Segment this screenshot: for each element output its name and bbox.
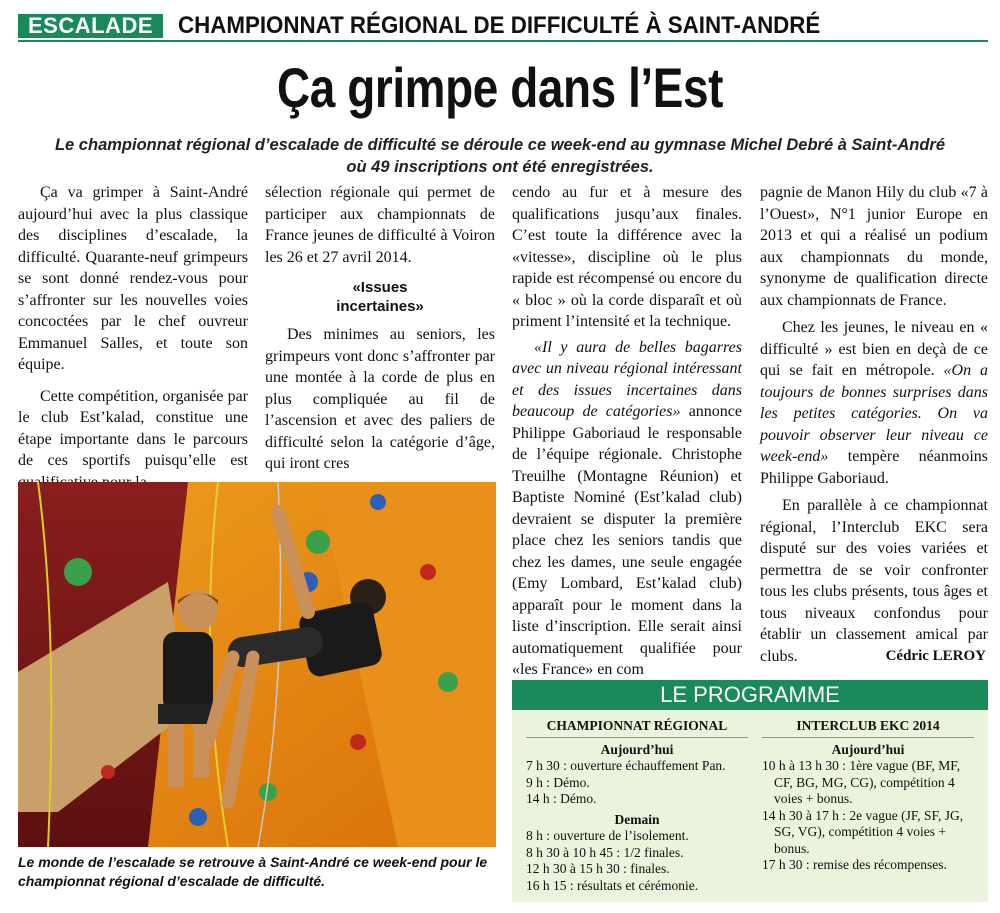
article-paragraph: Ça va grimper à Saint-André aujourd’hui avec la plus classique des disciplines d’escalade, la difficulté. Quarante-neuf grimpeurs se sont donné rendez-vous pour s’affronter sur les nouvelles voies concoctées par le chef ouvreur Emmanuel Salles, et toute son équipe.: [18, 184, 248, 373]
section-tag: ESCALADE: [18, 14, 163, 38]
article-paragraph: Cette compétition, organisée par le club Est’kalad, constitue une étape importante dans le parcours de ces sportifs puisqu’elle est: [18, 387, 248, 469]
programme-item: 9 h : Démo.: [526, 774, 590, 790]
climbing-wall-illustration: [18, 482, 496, 847]
quote: «Il y aura de belles bagarres avec un niveau régional intéressant et des issues incertaines dans beaucoup de catégories»: [512, 338, 742, 420]
article-column-3: [512, 182, 742, 681]
programme-left-column: [526, 718, 748, 894]
standfirst-line-2: où 49 inscriptions ont été enregistrées.: [346, 158, 654, 176]
byline: Cédric LEROY: [885, 648, 986, 664]
programme-left-heading: CHAMPIONNAT RÉGIONAL: [526, 718, 748, 738]
climbing-photo: [18, 482, 496, 847]
quote: «On a toujours de bonnes surprises dans les petites catégories. On va pouvoir observer leur niveau ce week-end»: [760, 362, 988, 465]
article-paragraph-continued: cendo au fur et à mesure des qualifications jusqu’aux finales. C’est toute la différence avec la «vitesse», discipline où le plus rapide est récompensé ou encore du « bloc » où la corde disparaît et où priment l’intensité et la technique.: [512, 184, 742, 330]
programme-item: 14 h 30 à 17 h : 2e vague (JF, SF, JG, SG, VG), compétition 4 voies + bonus.: [762, 807, 964, 856]
subheading-line-1: «Issues: [352, 279, 408, 296]
programme-title: LE PROGRAMME: [512, 680, 988, 710]
paragraph-text: Chez les jeunes, le niveau en « difficulté » est bien en deçà de ce qui se fait en métropole.: [760, 319, 988, 379]
subheading-line-2: incertaines»: [336, 298, 424, 315]
section-header: [18, 14, 988, 42]
programme-item: 7 h 30 : ouverture échauffement Pan.: [526, 758, 726, 773]
programme-item: 14 h : Démo.: [526, 791, 597, 806]
article-column-1: [18, 182, 248, 493]
paragraph-text: tempère néanmoins Philippe Gaboriaud.: [760, 448, 988, 487]
article-paragraph: [760, 317, 988, 489]
programme-item: 17 h 30 : remise des récompenses.: [762, 857, 947, 872]
programme-day-heading: Aujourd’hui: [600, 741, 674, 757]
programme-item: 8 h 30 à 10 h 45 : 1/2 finales.: [526, 844, 684, 860]
subheading: [265, 278, 495, 316]
article-paragraph-continued: pagnie de Manon Hily du club «7 à l’Ouest», N°1 junior Europe en 2013 et qui a réalisé un podium aux championnats du monde, synonyme de qualification directe aux championnats de France.: [760, 184, 988, 309]
photo-caption: Le monde de l’escalade se retrouve à Saint-André ce week-end pour le championnat régional d’escalade de difficulté.: [18, 854, 488, 889]
article-paragraph-continued: sélection régionale qui permet de participer aux championnats de France jeunes de difficulté à Voiron les 26 et 27 avril 2014.: [265, 184, 495, 266]
programme-box: [512, 680, 988, 902]
headline: Ça grimpe dans l’Est: [276, 56, 724, 119]
standfirst-line-1: Le championnat régional d’escalade de difficulté se déroule ce week-end au gymnase Michel Debré à Saint-André: [54, 136, 946, 154]
programme-day-heading: Aujourd’hui: [831, 741, 905, 757]
standfirst: [30, 134, 970, 178]
article-paragraph: Des minimes au seniors, les grimpeurs vont donc s’affronter par une montée à la corde de plus en plus compliquée au fil de l’ascension et avec des paliers de difficulté selon la catégorie d’âge, qui iront cres: [265, 326, 495, 472]
programme-right-column: [762, 718, 974, 874]
programme-item: 16 h 15 : résultats et cérémonie.: [526, 877, 699, 893]
article-paragraph: En parallèle à ce championnat régional, l’Interclub EKC sera disputé sur des voies variées et permettra de se voir confronter tous les clubs présents, tous âges et tous niveaux confondus pour établir un classement amical par clubs.: [760, 497, 988, 665]
programme-item: 10 h à 13 h 30 : 1ère vague (BF, MF, CF, BG, MG, CG), compétition 4 voies + bonus.: [762, 758, 961, 806]
programme-right-heading: INTERCLUB EKC 2014: [762, 718, 974, 738]
article-column-2: [265, 182, 495, 475]
article-column-4: [760, 182, 988, 667]
article-paragraph: «Il y aura de belles bagarres avec un niveau régional intéressant et des issues incertaines dans beaucoup de catégories» annonce Philippe Gaboriaud le responsable de l’équipe régionale. Christophe Treuilhe (Montagne Réunion) et Baptiste Nominé (Est’kalad club) devraient se disputer la première place chez les seniors tandis que chez les dames, une seule engagée (Emy Lombard, Est’kalad club) apparaît pour le moment dans la liste d’inscription. Elle serait ainsi automatiquement qualifiée pour «les France» en com: [512, 338, 743, 678]
programme-item: 12 h 30 à 15 h 30 : finales.: [526, 861, 670, 876]
programme-item: 8 h : ouverture de l’isolement.: [526, 828, 689, 843]
kicker: CHAMPIONNAT RÉGIONAL DE DIFFICULTÉ À SAINT-ANDRÉ: [178, 12, 821, 39]
programme-day-heading: Demain: [614, 811, 660, 827]
